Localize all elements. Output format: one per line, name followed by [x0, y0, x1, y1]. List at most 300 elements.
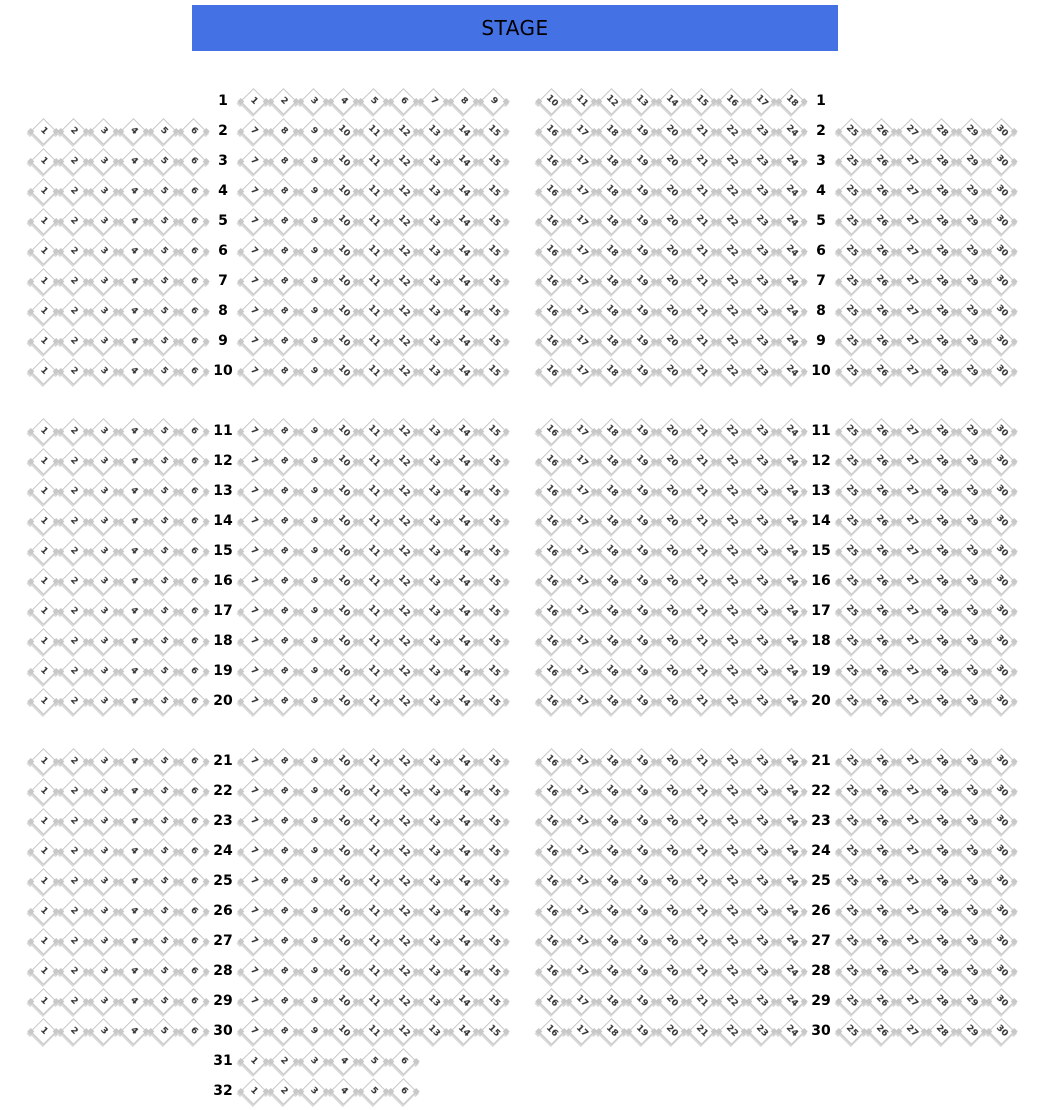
seat[interactable] [686, 206, 716, 236]
seat[interactable] [88, 986, 118, 1016]
seat[interactable] [238, 656, 268, 686]
seat[interactable] [238, 1046, 268, 1076]
seat[interactable] [626, 806, 656, 836]
seat[interactable] [926, 1016, 956, 1046]
seat[interactable] [268, 596, 298, 626]
seat[interactable] [268, 506, 298, 536]
seat[interactable] [836, 356, 866, 386]
seat[interactable] [896, 536, 926, 566]
seat[interactable] [358, 176, 388, 206]
seat[interactable] [478, 236, 508, 266]
seat[interactable] [596, 176, 626, 206]
seat[interactable] [716, 776, 746, 806]
seat[interactable] [88, 746, 118, 776]
seat[interactable] [358, 206, 388, 236]
seat[interactable] [268, 476, 298, 506]
seat[interactable] [656, 776, 686, 806]
seat[interactable] [118, 656, 148, 686]
seat[interactable] [418, 896, 448, 926]
seat[interactable] [268, 956, 298, 986]
seat[interactable] [746, 446, 776, 476]
seat[interactable] [238, 506, 268, 536]
seat[interactable] [88, 416, 118, 446]
seat[interactable] [268, 356, 298, 386]
seat[interactable] [58, 956, 88, 986]
seat[interactable] [746, 416, 776, 446]
seat[interactable] [388, 1046, 418, 1076]
seat[interactable] [566, 446, 596, 476]
seat[interactable] [118, 806, 148, 836]
seat[interactable] [686, 566, 716, 596]
seat[interactable] [956, 896, 986, 926]
seat[interactable] [686, 86, 716, 116]
seat[interactable] [418, 236, 448, 266]
seat[interactable] [596, 266, 626, 296]
seat[interactable] [418, 446, 448, 476]
seat[interactable] [88, 776, 118, 806]
seat[interactable] [866, 206, 896, 236]
seat[interactable] [118, 206, 148, 236]
seat[interactable] [956, 296, 986, 326]
seat[interactable] [836, 896, 866, 926]
seat[interactable] [28, 266, 58, 296]
seat[interactable] [716, 896, 746, 926]
seat[interactable] [88, 866, 118, 896]
seat[interactable] [536, 296, 566, 326]
seat[interactable] [656, 506, 686, 536]
seat[interactable] [926, 656, 956, 686]
seat[interactable] [238, 86, 268, 116]
seat[interactable] [448, 1016, 478, 1046]
seat[interactable] [268, 986, 298, 1016]
seat[interactable] [866, 866, 896, 896]
seat[interactable] [418, 506, 448, 536]
seat[interactable] [328, 296, 358, 326]
seat[interactable] [896, 986, 926, 1016]
seat[interactable] [536, 956, 566, 986]
seat[interactable] [328, 596, 358, 626]
seat[interactable] [986, 476, 1016, 506]
seat[interactable] [238, 986, 268, 1016]
seat[interactable] [716, 956, 746, 986]
seat[interactable] [478, 146, 508, 176]
seat[interactable] [596, 866, 626, 896]
seat[interactable] [448, 836, 478, 866]
seat[interactable] [776, 686, 806, 716]
seat[interactable] [58, 926, 88, 956]
seat[interactable] [358, 356, 388, 386]
seat[interactable] [716, 506, 746, 536]
seat[interactable] [986, 1016, 1016, 1046]
seat[interactable] [358, 1016, 388, 1046]
seat[interactable] [746, 596, 776, 626]
seat[interactable] [298, 956, 328, 986]
seat[interactable] [28, 446, 58, 476]
seat[interactable] [58, 326, 88, 356]
seat[interactable] [626, 356, 656, 386]
seat[interactable] [448, 146, 478, 176]
seat[interactable] [626, 596, 656, 626]
seat[interactable] [596, 626, 626, 656]
seat[interactable] [148, 416, 178, 446]
seat[interactable] [776, 866, 806, 896]
seat[interactable] [896, 746, 926, 776]
seat[interactable] [626, 626, 656, 656]
seat[interactable] [328, 836, 358, 866]
seat[interactable] [358, 866, 388, 896]
seat[interactable] [986, 656, 1016, 686]
seat[interactable] [536, 326, 566, 356]
seat[interactable] [118, 926, 148, 956]
seat[interactable] [118, 326, 148, 356]
seat[interactable] [448, 476, 478, 506]
seat[interactable] [866, 266, 896, 296]
seat[interactable] [298, 356, 328, 386]
seat[interactable] [448, 416, 478, 446]
seat[interactable] [566, 986, 596, 1016]
seat[interactable] [388, 656, 418, 686]
seat[interactable] [28, 836, 58, 866]
seat[interactable] [986, 356, 1016, 386]
seat[interactable] [866, 926, 896, 956]
seat[interactable] [118, 446, 148, 476]
seat[interactable] [448, 806, 478, 836]
seat[interactable] [388, 236, 418, 266]
seat[interactable] [148, 896, 178, 926]
seat[interactable] [298, 686, 328, 716]
seat[interactable] [448, 776, 478, 806]
seat[interactable] [238, 566, 268, 596]
seat[interactable] [866, 356, 896, 386]
seat[interactable] [716, 266, 746, 296]
seat[interactable] [298, 626, 328, 656]
seat[interactable] [566, 116, 596, 146]
seat[interactable] [268, 296, 298, 326]
seat[interactable] [298, 86, 328, 116]
seat[interactable] [866, 566, 896, 596]
seat[interactable] [268, 806, 298, 836]
seat[interactable] [716, 326, 746, 356]
seat[interactable] [596, 746, 626, 776]
seat[interactable] [358, 926, 388, 956]
seat[interactable] [866, 746, 896, 776]
seat[interactable] [388, 626, 418, 656]
seat[interactable] [478, 986, 508, 1016]
seat[interactable] [986, 236, 1016, 266]
seat[interactable] [656, 746, 686, 776]
seat[interactable] [926, 206, 956, 236]
seat[interactable] [178, 776, 208, 806]
seat[interactable] [596, 926, 626, 956]
seat[interactable] [836, 746, 866, 776]
seat[interactable] [298, 596, 328, 626]
seat[interactable] [148, 296, 178, 326]
seat[interactable] [148, 866, 178, 896]
seat[interactable] [418, 266, 448, 296]
seat[interactable] [358, 956, 388, 986]
seat[interactable] [298, 416, 328, 446]
seat[interactable] [268, 1076, 298, 1106]
seat[interactable] [478, 266, 508, 296]
seat[interactable] [58, 266, 88, 296]
seat[interactable] [626, 836, 656, 866]
seat[interactable] [358, 566, 388, 596]
seat[interactable] [596, 956, 626, 986]
seat[interactable] [358, 686, 388, 716]
seat[interactable] [448, 446, 478, 476]
seat[interactable] [836, 986, 866, 1016]
seat[interactable] [418, 356, 448, 386]
seat[interactable] [986, 926, 1016, 956]
seat[interactable] [746, 296, 776, 326]
seat[interactable] [656, 236, 686, 266]
seat[interactable] [686, 656, 716, 686]
seat[interactable] [926, 566, 956, 596]
seat[interactable] [28, 476, 58, 506]
seat[interactable] [746, 476, 776, 506]
seat[interactable] [986, 506, 1016, 536]
seat[interactable] [88, 356, 118, 386]
seat[interactable] [566, 476, 596, 506]
seat[interactable] [926, 866, 956, 896]
seat[interactable] [566, 776, 596, 806]
seat[interactable] [596, 896, 626, 926]
seat[interactable] [298, 866, 328, 896]
seat[interactable] [178, 806, 208, 836]
seat[interactable] [776, 836, 806, 866]
seat[interactable] [626, 326, 656, 356]
seat[interactable] [88, 506, 118, 536]
seat[interactable] [596, 206, 626, 236]
seat[interactable] [596, 596, 626, 626]
seat[interactable] [566, 956, 596, 986]
seat[interactable] [388, 356, 418, 386]
seat[interactable] [268, 536, 298, 566]
seat[interactable] [596, 1016, 626, 1046]
seat[interactable] [178, 416, 208, 446]
seat[interactable] [686, 446, 716, 476]
seat[interactable] [836, 926, 866, 956]
seat[interactable] [328, 746, 358, 776]
seat[interactable] [596, 326, 626, 356]
seat[interactable] [148, 626, 178, 656]
seat[interactable] [746, 326, 776, 356]
seat[interactable] [746, 356, 776, 386]
seat[interactable] [956, 566, 986, 596]
seat[interactable] [388, 1016, 418, 1046]
seat[interactable] [986, 536, 1016, 566]
seat[interactable] [148, 956, 178, 986]
seat[interactable] [88, 236, 118, 266]
seat[interactable] [388, 476, 418, 506]
seat[interactable] [536, 236, 566, 266]
seat[interactable] [478, 776, 508, 806]
seat[interactable] [866, 956, 896, 986]
seat[interactable] [478, 956, 508, 986]
seat[interactable] [716, 446, 746, 476]
seat[interactable] [118, 176, 148, 206]
seat[interactable] [836, 686, 866, 716]
seat[interactable] [776, 116, 806, 146]
seat[interactable] [716, 926, 746, 956]
seat[interactable] [686, 296, 716, 326]
seat[interactable] [626, 896, 656, 926]
seat[interactable] [148, 176, 178, 206]
seat[interactable] [566, 626, 596, 656]
seat[interactable] [88, 926, 118, 956]
seat[interactable] [478, 206, 508, 236]
seat[interactable] [626, 296, 656, 326]
seat[interactable] [746, 956, 776, 986]
seat[interactable] [626, 566, 656, 596]
seat[interactable] [448, 536, 478, 566]
seat[interactable] [896, 266, 926, 296]
seat[interactable] [148, 566, 178, 596]
seat[interactable] [656, 656, 686, 686]
seat[interactable] [836, 266, 866, 296]
seat[interactable] [58, 626, 88, 656]
seat[interactable] [148, 116, 178, 146]
seat[interactable] [238, 776, 268, 806]
seat[interactable] [716, 656, 746, 686]
seat[interactable] [358, 296, 388, 326]
seat[interactable] [746, 626, 776, 656]
seat[interactable] [866, 806, 896, 836]
seat[interactable] [566, 236, 596, 266]
seat[interactable] [238, 416, 268, 446]
seat[interactable] [418, 116, 448, 146]
seat[interactable] [388, 986, 418, 1016]
seat[interactable] [178, 266, 208, 296]
seat[interactable] [836, 116, 866, 146]
seat[interactable] [866, 776, 896, 806]
seat[interactable] [776, 146, 806, 176]
seat[interactable] [986, 866, 1016, 896]
seat[interactable] [478, 326, 508, 356]
seat[interactable] [686, 896, 716, 926]
seat[interactable] [238, 686, 268, 716]
seat[interactable] [58, 356, 88, 386]
seat[interactable] [926, 326, 956, 356]
seat[interactable] [178, 836, 208, 866]
seat[interactable] [836, 236, 866, 266]
seat[interactable] [88, 686, 118, 716]
seat[interactable] [388, 836, 418, 866]
seat[interactable] [118, 506, 148, 536]
seat[interactable] [836, 866, 866, 896]
seat[interactable] [88, 476, 118, 506]
seat[interactable] [148, 926, 178, 956]
seat[interactable] [896, 326, 926, 356]
seat[interactable] [28, 206, 58, 236]
seat[interactable] [656, 206, 686, 236]
seat[interactable] [626, 656, 656, 686]
seat[interactable] [148, 986, 178, 1016]
seat[interactable] [478, 536, 508, 566]
seat[interactable] [448, 176, 478, 206]
seat[interactable] [148, 266, 178, 296]
seat[interactable] [896, 176, 926, 206]
seat[interactable] [716, 206, 746, 236]
seat[interactable] [28, 806, 58, 836]
seat[interactable] [418, 836, 448, 866]
seat[interactable] [836, 656, 866, 686]
seat[interactable] [88, 1016, 118, 1046]
seat[interactable] [896, 596, 926, 626]
seat[interactable] [148, 686, 178, 716]
seat[interactable] [866, 596, 896, 626]
seat[interactable] [88, 956, 118, 986]
seat[interactable] [956, 866, 986, 896]
seat[interactable] [418, 206, 448, 236]
seat[interactable] [716, 806, 746, 836]
seat[interactable] [926, 116, 956, 146]
seat[interactable] [866, 536, 896, 566]
seat[interactable] [566, 356, 596, 386]
seat[interactable] [88, 626, 118, 656]
seat[interactable] [986, 176, 1016, 206]
seat[interactable] [88, 656, 118, 686]
seat[interactable] [866, 986, 896, 1016]
seat[interactable] [388, 956, 418, 986]
seat[interactable] [896, 206, 926, 236]
seat[interactable] [328, 506, 358, 536]
seat[interactable] [148, 776, 178, 806]
seat[interactable] [88, 326, 118, 356]
seat[interactable] [268, 116, 298, 146]
seat[interactable] [58, 206, 88, 236]
seat[interactable] [866, 326, 896, 356]
seat[interactable] [986, 626, 1016, 656]
seat[interactable] [178, 356, 208, 386]
seat[interactable] [866, 296, 896, 326]
seat[interactable] [178, 206, 208, 236]
seat[interactable] [298, 206, 328, 236]
seat[interactable] [716, 986, 746, 1016]
seat[interactable] [716, 536, 746, 566]
seat[interactable] [746, 236, 776, 266]
seat[interactable] [268, 1016, 298, 1046]
seat[interactable] [776, 476, 806, 506]
seat[interactable] [88, 566, 118, 596]
seat[interactable] [358, 986, 388, 1016]
seat[interactable] [178, 476, 208, 506]
seat[interactable] [328, 776, 358, 806]
seat[interactable] [448, 236, 478, 266]
seat[interactable] [566, 746, 596, 776]
seat[interactable] [536, 356, 566, 386]
seat[interactable] [448, 926, 478, 956]
seat[interactable] [328, 446, 358, 476]
seat[interactable] [566, 416, 596, 446]
seat[interactable] [58, 776, 88, 806]
seat[interactable] [388, 296, 418, 326]
seat[interactable] [28, 416, 58, 446]
seat[interactable] [986, 986, 1016, 1016]
seat[interactable] [836, 956, 866, 986]
seat[interactable] [776, 896, 806, 926]
seat[interactable] [686, 356, 716, 386]
seat[interactable] [776, 356, 806, 386]
seat[interactable] [328, 86, 358, 116]
seat[interactable] [238, 446, 268, 476]
seat[interactable] [746, 686, 776, 716]
seat[interactable] [58, 686, 88, 716]
seat[interactable] [776, 236, 806, 266]
seat[interactable] [118, 686, 148, 716]
seat[interactable] [268, 686, 298, 716]
seat[interactable] [328, 956, 358, 986]
